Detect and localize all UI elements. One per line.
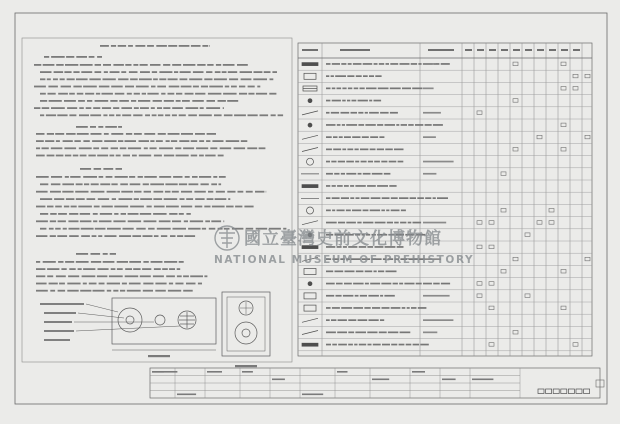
legend-spec (423, 161, 454, 163)
legend-symbol-icon (308, 99, 312, 103)
watermark-name-zh: 國立臺灣史前文化博物館 (244, 229, 442, 249)
caption-text (235, 365, 257, 367)
title-block-entry (337, 371, 348, 373)
note-line (36, 220, 224, 222)
legend-symbol-icon (302, 185, 318, 188)
legend-spec (423, 63, 436, 65)
title-block-entry (272, 379, 285, 381)
note-line (36, 140, 247, 142)
legend-description (326, 112, 398, 114)
header-text (525, 49, 532, 51)
legend-description (326, 344, 429, 346)
note-line (36, 268, 180, 270)
title-block-entry (372, 379, 389, 381)
header-text (428, 49, 454, 51)
header-text (537, 49, 544, 51)
legend-symbol-icon (302, 343, 318, 346)
note-line (40, 183, 221, 185)
legend-spec (423, 173, 436, 175)
section-heading (76, 126, 122, 128)
note-line (36, 261, 184, 263)
note-line (34, 86, 260, 88)
legend-description (326, 283, 450, 285)
section-heading (44, 56, 102, 58)
legend-spec (423, 295, 450, 297)
legend-spec (423, 332, 437, 334)
legend-spec (423, 136, 436, 138)
header-text (302, 49, 318, 51)
museum-watermark (214, 226, 474, 266)
legend-symbol-icon (302, 63, 318, 66)
header-text (513, 49, 520, 51)
title-block-entry (302, 394, 323, 396)
note-line (36, 235, 195, 237)
note-line (36, 133, 216, 135)
legend-symbol-icon (308, 123, 312, 127)
legend-spec (423, 222, 446, 224)
note-line (40, 100, 238, 102)
header-text (573, 49, 580, 51)
title-block-entry (472, 379, 493, 381)
legend-description (326, 271, 397, 273)
legend-description (326, 295, 395, 297)
legend-description (326, 332, 410, 334)
legend-description (326, 197, 448, 199)
title-block-entry (442, 379, 456, 381)
note-line (36, 147, 265, 149)
title-block-entry (152, 371, 164, 373)
section-heading (80, 168, 122, 170)
legend-description (326, 149, 404, 151)
legend-spec (423, 112, 441, 114)
title-block-entry (412, 371, 425, 373)
note-line (36, 283, 202, 285)
legend-spec (423, 88, 434, 90)
note-line (40, 198, 230, 200)
watermark-name-en: NATIONAL MUSEUM OF PREHISTORY (214, 254, 475, 266)
header-text (477, 49, 484, 51)
header-text (501, 49, 508, 51)
header-text (489, 49, 496, 51)
note-line (34, 107, 224, 109)
header-text (340, 49, 370, 51)
title-block-entry (207, 371, 222, 373)
legend-description (326, 173, 390, 175)
note-line (36, 275, 207, 277)
legend-description (326, 319, 384, 321)
legend-symbol-icon (308, 282, 312, 286)
legend-description (326, 136, 384, 138)
title-block-entry (177, 394, 196, 396)
header-text (465, 49, 472, 51)
legend-description (326, 210, 406, 212)
section-heading (76, 253, 116, 255)
legend-spec (423, 319, 453, 321)
legend-description (326, 88, 423, 90)
note-line (36, 290, 193, 292)
title-block-entry (242, 371, 253, 373)
caption-text (148, 355, 170, 357)
header-text (549, 49, 556, 51)
header-text (561, 49, 568, 51)
